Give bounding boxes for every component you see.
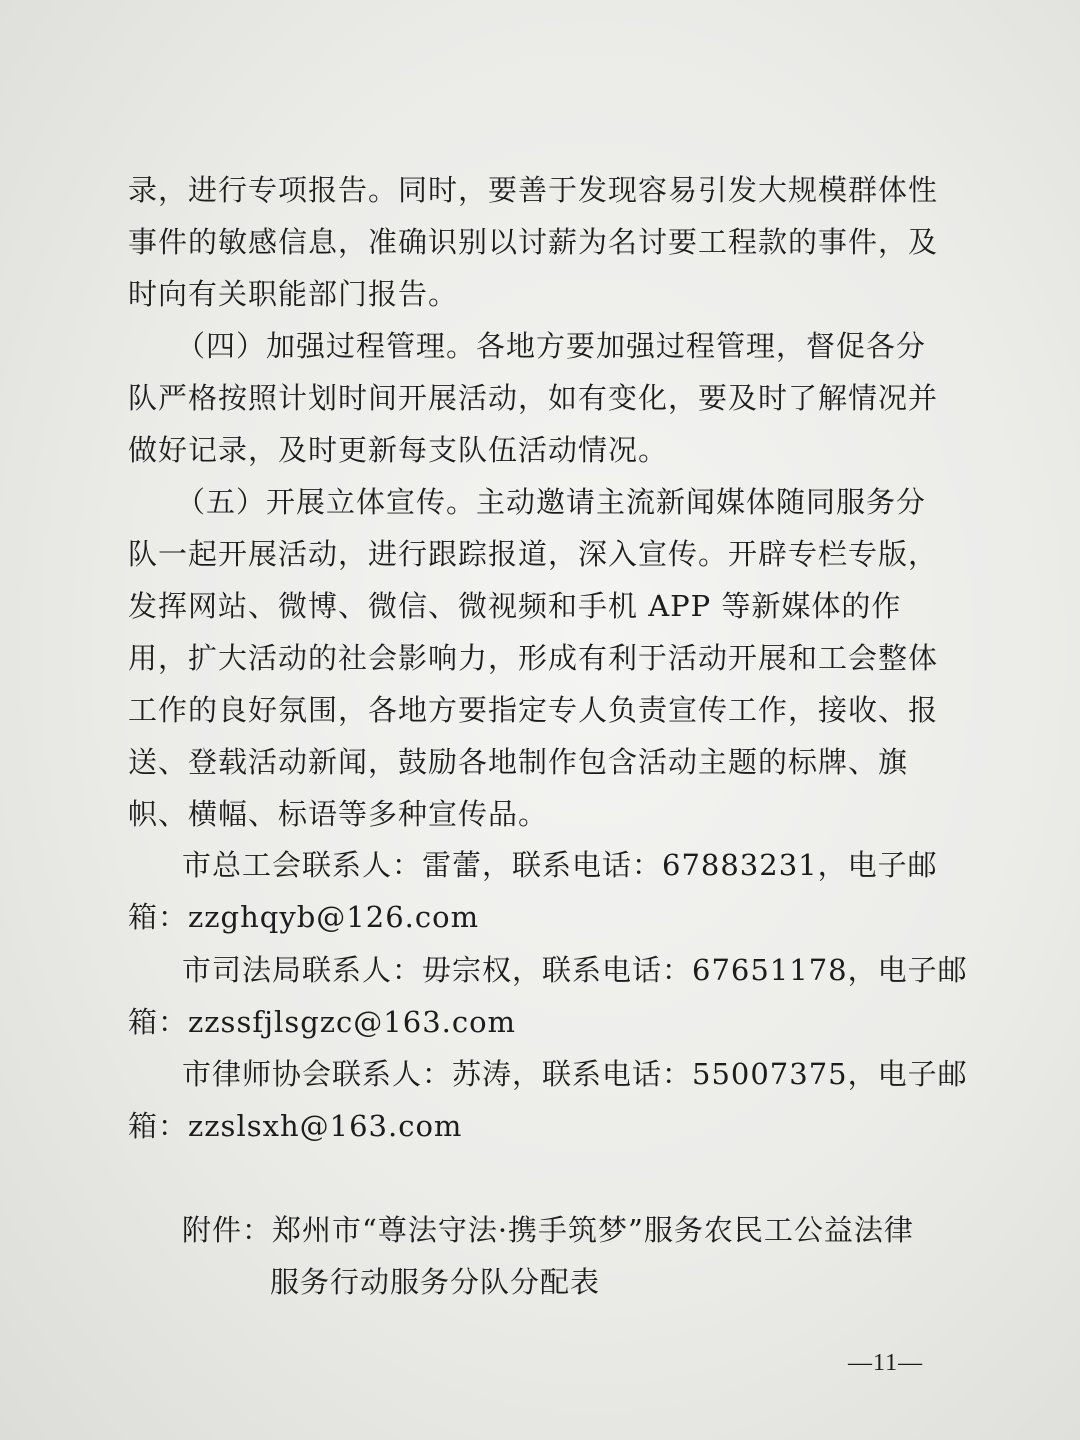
section-heading-line: （四）加强过程管理。各地方要加强过程管理，督促各分	[176, 329, 927, 363]
email-line: 箱：zzghqyb@126.com	[128, 900, 480, 934]
body-line: 做好记录，及时更新每支队伍活动情况。	[128, 433, 669, 467]
email-line: 箱：zzssfjlsgzc@163.com	[128, 1005, 517, 1039]
body-line: 工作的良好氛围，各地方要指定专人负责宣传工作，接收、报	[128, 693, 939, 727]
body-line: 队严格按照计划时间开展活动，如有变化，要及时了解情况并	[128, 381, 939, 415]
contact-line: 市总工会联系人：雷蕾，联系电话：67883231，电子邮	[182, 848, 938, 882]
body-line: 帜、横幅、标语等多种宣传品。	[128, 797, 549, 831]
email-line: 箱：zzslsxh@163.com	[128, 1109, 463, 1143]
contact-line: 市律师协会联系人：苏涛，联系电话：55007375，电子邮	[182, 1057, 968, 1091]
body-line: 时向有关职能部门报告。	[128, 277, 459, 311]
body-line: 用，扩大活动的社会影响力，形成有利于活动开展和工会整体	[128, 641, 939, 675]
body-line: 送、登载活动新闻，鼓励各地制作包含活动主题的标牌、旗	[128, 745, 909, 779]
attachment-line: 附件：郑州市“尊法守法·携手筑梦”服务农民工公益法律	[182, 1213, 914, 1247]
section-heading-line: （五）开展立体宣传。主动邀请主流新闻媒体随同服务分	[176, 485, 927, 519]
body-line: 队一起开展活动，进行跟踪报道，深入宣传。开辟专栏专版，	[128, 537, 939, 571]
contact-line: 市司法局联系人：毋宗权，联系电话：67651178，电子邮	[182, 953, 968, 987]
attachment-line: 服务行动服务分队分配表	[270, 1265, 601, 1299]
body-line: 发挥网站、微博、微信、微视频和手机 APP 等新媒体的作	[128, 589, 902, 623]
body-line: 录，进行专项报告。同时，要善于发现容易引发大规模群体性	[128, 173, 939, 207]
page-number: —11—	[848, 1350, 924, 1376]
body-line: 事件的敏感信息，准确识别以讨薪为名讨要工程款的事件，及	[128, 225, 939, 259]
